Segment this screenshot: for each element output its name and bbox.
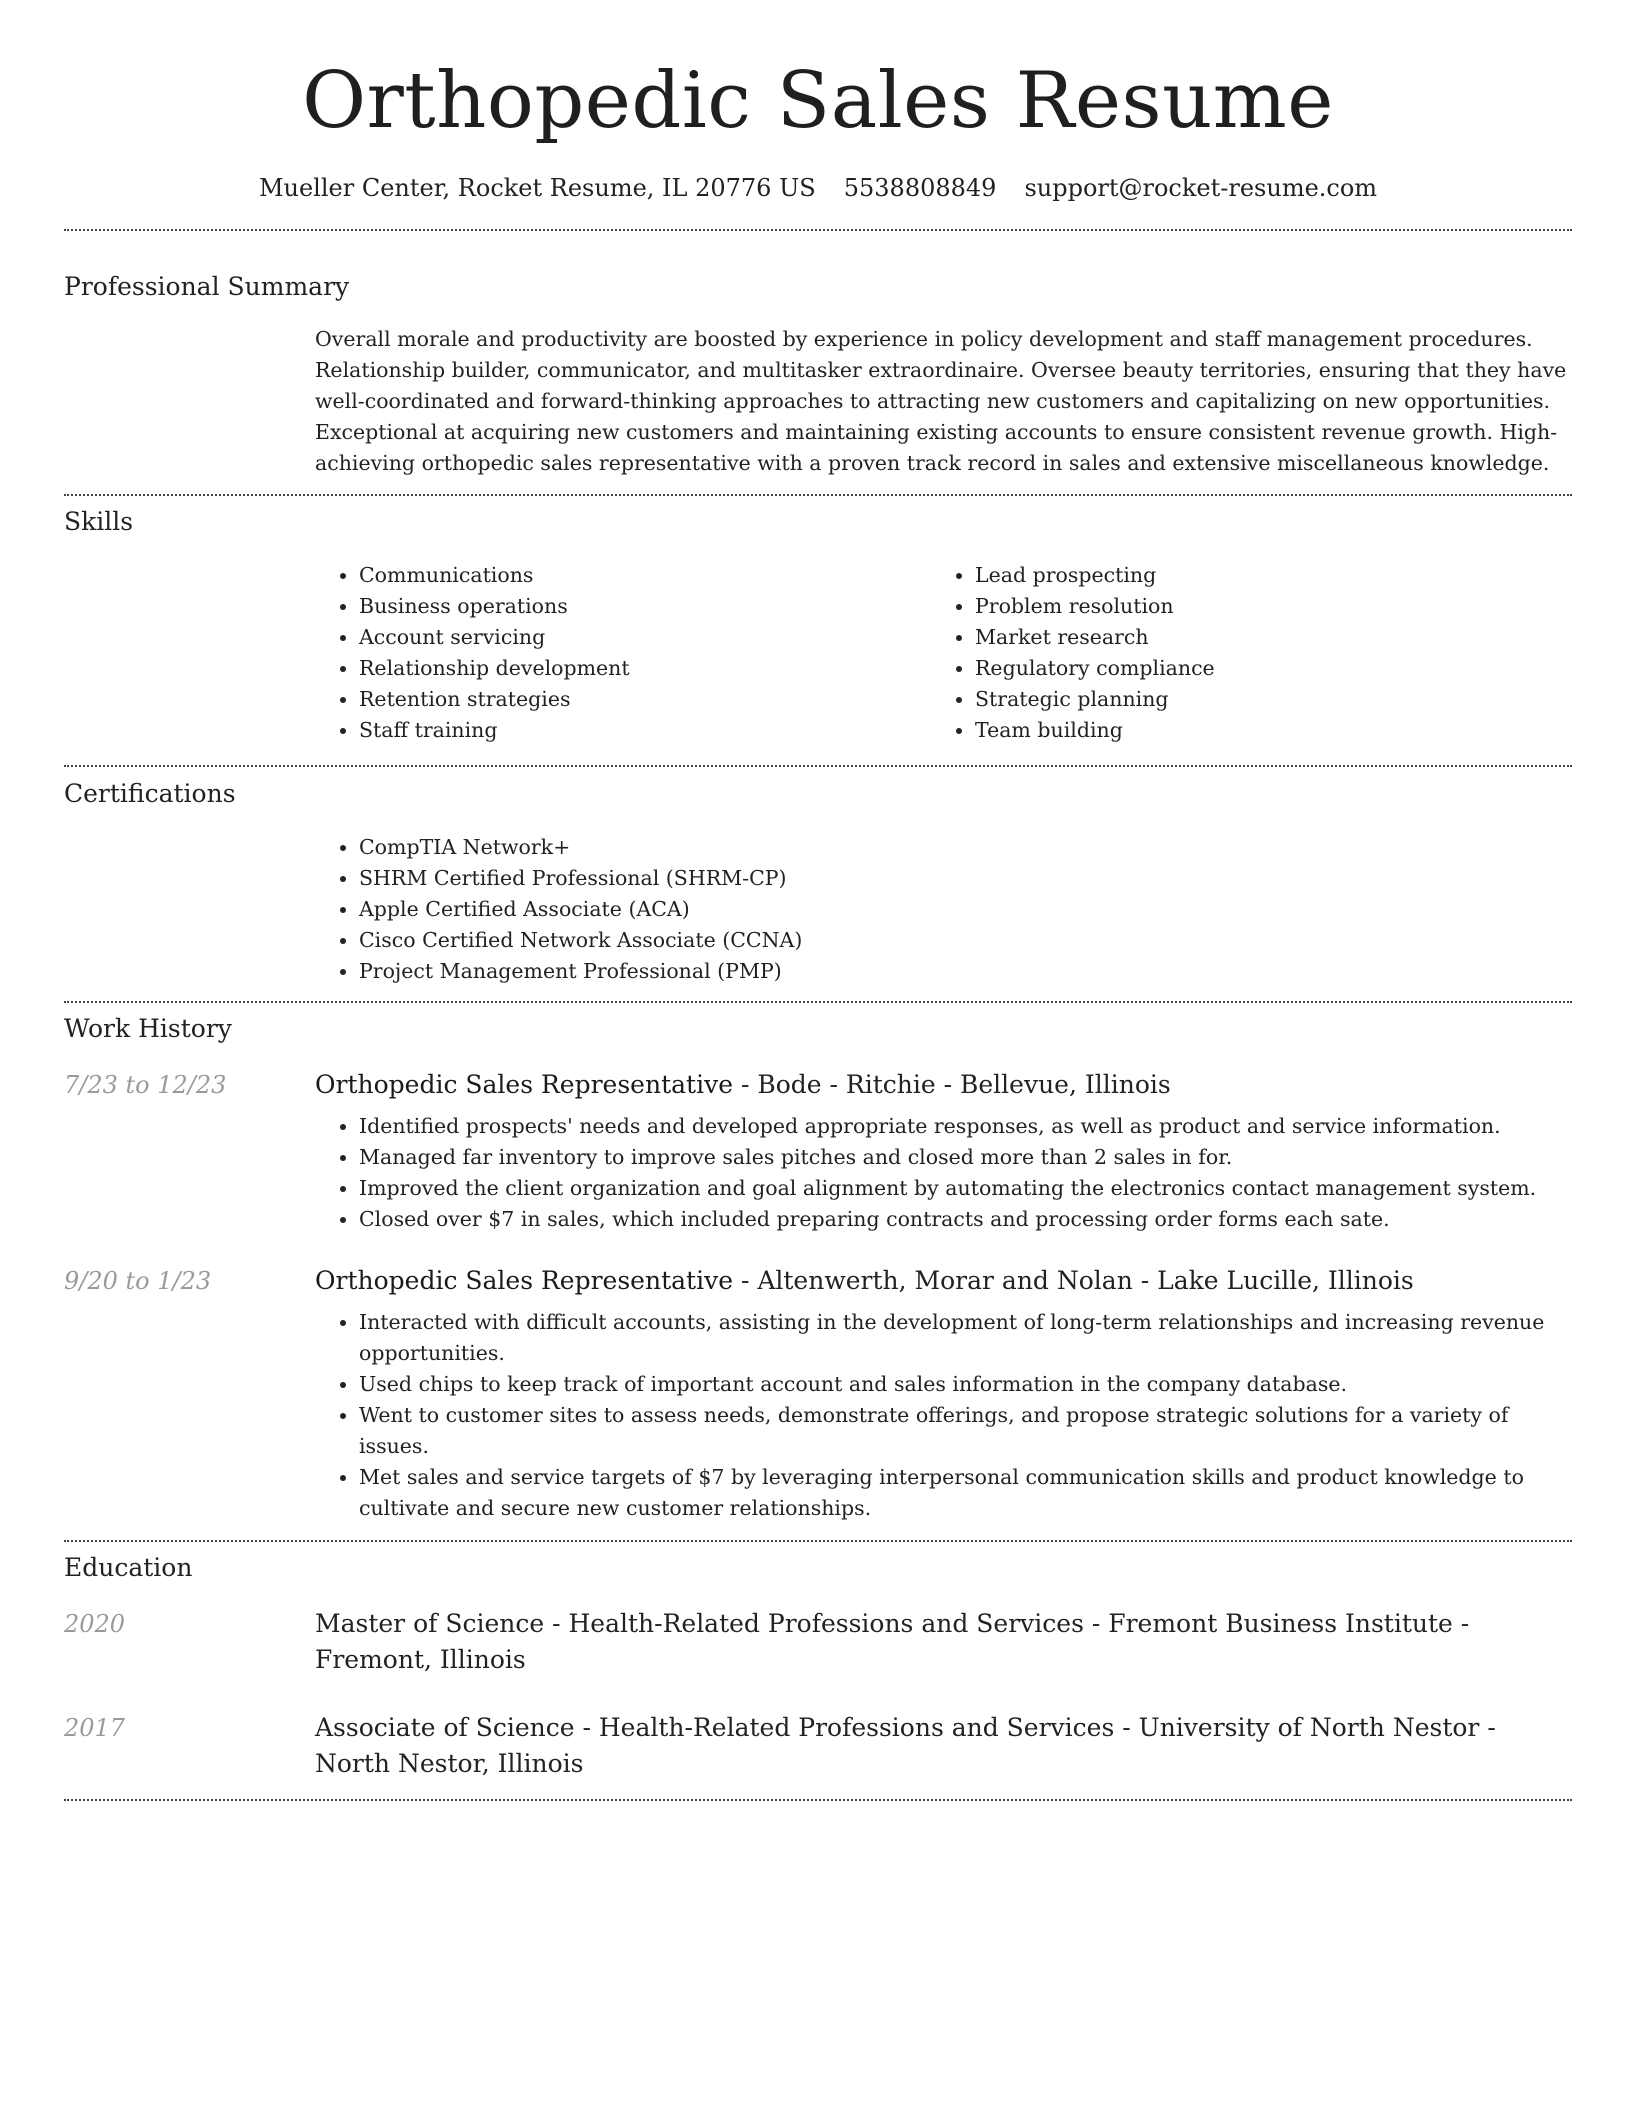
job-dates: 9/20 to 1/23 xyxy=(64,1267,212,1295)
resume-page xyxy=(64,0,1572,1801)
skill-item: • Business operations xyxy=(359,591,931,622)
job-bullet: • Closed over $7 in sales, which included preparing contracts and processing order forms each sate. xyxy=(359,1204,1572,1235)
job-role: Orthopedic Sales Representative xyxy=(315,1070,733,1099)
education-degree: Master of Science - Health-Related Professions and Services xyxy=(315,1609,1084,1638)
section-title-summary: Professional Summary xyxy=(64,272,350,301)
education-school: - Fremont Business Institute - Fremont, Illinois xyxy=(315,1609,1470,1674)
certifications-section xyxy=(64,767,1572,987)
phone: 5538808849 xyxy=(843,174,997,202)
job-bullet: • Met sales and service targets of $7 by leveraging interpersonal communication skills and product knowledge to cultivate and secure new customer relationships. xyxy=(359,1462,1572,1524)
skill-item: • Problem resolution xyxy=(975,591,1547,622)
contact-line xyxy=(64,172,1572,204)
job-company: - Altenwerth, Morar and Nolan - Lake Lucille, Illinois xyxy=(733,1266,1414,1295)
job-bullet: • Went to customer sites to assess needs, demonstrate offerings, and propose strategic solutions for a variety of issues. xyxy=(359,1400,1572,1462)
education-year: 2017 xyxy=(64,1714,126,1742)
certification-item: • Project Management Professional (PMP) xyxy=(359,956,1572,987)
skills-section xyxy=(64,496,1572,746)
summary-text: Overall morale and productivity are boosted by experience in policy development and staff management procedures. Relationship builder, communicator, and multitasker extraordinaire. Oversee beauty territories, ensuring that they have well-coordinated and forward-thinking approaches to attracting new customers and capitalizing on new opportunities. Exceptional at acquiring new customers and maintaining existing accounts to ensure consistent revenue growth. High-achieving orthopedic sales representative with a proven track record in sales and extensive miscellaneous knowledge. xyxy=(315,327,1567,475)
skill-item: • Communications xyxy=(359,560,931,591)
education-heading xyxy=(315,1710,1572,1782)
education-year: 2020 xyxy=(64,1610,126,1638)
skill-item: • Team building xyxy=(975,715,1547,746)
job-heading xyxy=(315,1263,1572,1299)
job-bullet: • Interacted with difficult accounts, assisting in the development of long-term relationships and increasing revenue opportunities. xyxy=(359,1307,1572,1369)
skill-item: • Staff training xyxy=(359,715,931,746)
summary-section xyxy=(64,231,1572,479)
job-body xyxy=(315,1067,1572,1235)
section-title-skills: Skills xyxy=(64,507,134,536)
skill-item: • Lead prospecting xyxy=(975,560,1547,591)
skill-item: • Regulatory compliance xyxy=(975,653,1547,684)
section-title-certifications: Certifications xyxy=(64,779,236,808)
skill-item: • Retention strategies xyxy=(359,684,931,715)
divider xyxy=(64,1799,1572,1801)
certifications-list xyxy=(315,832,1572,987)
certification-item: • Cisco Certified Network Associate (CCNA) xyxy=(359,925,1572,956)
job-bullet: • Managed far inventory to improve sales pitches and closed more than 2 sales in for. xyxy=(359,1142,1572,1173)
resume-title: Orthopedic Sales Resume xyxy=(302,56,1334,146)
job-entry xyxy=(64,1067,1572,1235)
job-bullet: • Identified prospects' needs and developed appropriate responses, as well as product and service information. xyxy=(359,1111,1572,1142)
education-section xyxy=(64,1542,1572,1782)
section-title-work: Work History xyxy=(64,1014,232,1043)
certification-item: • SHRM Certified Professional (SHRM-CP) xyxy=(359,863,1572,894)
email: support@rocket-resume.com xyxy=(1024,174,1378,202)
job-bullets xyxy=(315,1111,1572,1235)
certification-item: • CompTIA Network+ xyxy=(359,832,1572,863)
skills-list-right xyxy=(931,560,1547,746)
certifications-content xyxy=(315,832,1572,987)
skills-grid xyxy=(315,560,1572,746)
education-school: - University of North Nestor - North Nestor, Illinois xyxy=(315,1713,1496,1778)
certification-item: • Apple Certified Associate (ACA) xyxy=(359,894,1572,925)
education-entry xyxy=(64,1606,1572,1678)
work-section xyxy=(64,1003,1572,1524)
job-bullets xyxy=(315,1307,1572,1524)
address: Mueller Center, Rocket Resume, IL 20776 US xyxy=(258,174,816,202)
skills-list-left xyxy=(315,560,931,746)
job-dates: 7/23 to 12/23 xyxy=(64,1071,227,1099)
job-role: Orthopedic Sales Representative xyxy=(315,1266,733,1295)
job-body xyxy=(315,1263,1572,1524)
skill-item: • Market research xyxy=(975,622,1547,653)
section-title-education: Education xyxy=(64,1553,193,1582)
skill-item: • Account servicing xyxy=(359,622,931,653)
education-entry xyxy=(64,1710,1572,1782)
education-degree: Associate of Science - Health-Related Professions and Services xyxy=(315,1713,1115,1742)
skill-item: • Relationship development xyxy=(359,653,931,684)
job-heading xyxy=(315,1067,1572,1103)
skill-item: • Strategic planning xyxy=(975,684,1547,715)
job-entry xyxy=(64,1263,1572,1524)
job-bullet: • Improved the client organization and goal alignment by automating the electronics contact management system. xyxy=(359,1173,1572,1204)
education-heading xyxy=(315,1606,1572,1678)
job-bullet: • Used chips to keep track of important account and sales information in the company database. xyxy=(359,1369,1572,1400)
job-company: - Bode - Ritchie - Bellevue, Illinois xyxy=(733,1070,1171,1099)
